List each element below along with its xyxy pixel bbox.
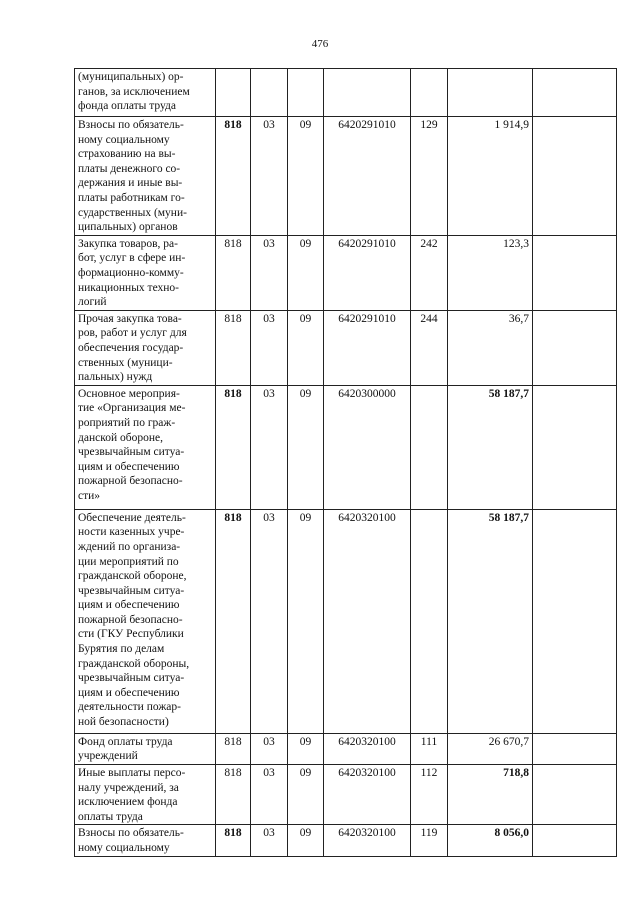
row-code: 818 <box>216 764 251 824</box>
row-type <box>411 509 448 733</box>
row-subsection: 09 <box>288 235 324 310</box>
row-sum: 58 187,7 <box>448 385 533 509</box>
row-type: 112 <box>411 764 448 824</box>
row-type: 119 <box>411 825 448 857</box>
table-row <box>75 310 617 385</box>
row-section: 03 <box>251 117 288 236</box>
row-code <box>216 69 251 117</box>
row-code: 818 <box>216 310 251 385</box>
row-type: 111 <box>411 733 448 764</box>
row-name: Иные выплаты персо- налу учреждений, за исключением фонда оплаты труда <box>75 764 216 824</box>
row-sum <box>448 69 533 117</box>
row-article: 6420320100 <box>324 733 411 764</box>
row-article: 6420291010 <box>324 117 411 236</box>
table-row <box>75 764 617 824</box>
table-row <box>75 117 617 236</box>
row-subsection: 09 <box>288 825 324 857</box>
row-subsection: 09 <box>288 310 324 385</box>
row-subsection: 09 <box>288 117 324 236</box>
row-code: 818 <box>216 235 251 310</box>
row-empty-cell <box>533 733 617 764</box>
row-article: 6420291010 <box>324 235 411 310</box>
row-code: 818 <box>216 509 251 733</box>
row-subsection: 09 <box>288 764 324 824</box>
row-type: 129 <box>411 117 448 236</box>
row-code: 818 <box>216 825 251 857</box>
row-code: 818 <box>216 385 251 509</box>
row-sum: 26 670,7 <box>448 733 533 764</box>
row-type: 242 <box>411 235 448 310</box>
table-row <box>75 733 617 764</box>
table-row <box>75 385 617 509</box>
table-row <box>75 825 617 857</box>
row-subsection: 09 <box>288 385 324 509</box>
row-sum: 58 187,7 <box>448 509 533 733</box>
row-empty-cell <box>533 509 617 733</box>
row-article: 6420320100 <box>324 825 411 857</box>
row-section <box>251 69 288 117</box>
budget-table <box>74 68 617 857</box>
row-empty-cell <box>533 235 617 310</box>
table-row <box>75 69 617 117</box>
row-article: 6420320100 <box>324 764 411 824</box>
row-empty-cell <box>533 117 617 236</box>
row-sum: 123,3 <box>448 235 533 310</box>
row-code: 818 <box>216 733 251 764</box>
row-article <box>324 69 411 117</box>
row-name: Фонд оплаты труда учреждений <box>75 733 216 764</box>
row-section: 03 <box>251 733 288 764</box>
table-row <box>75 509 617 733</box>
row-type <box>411 385 448 509</box>
row-sum: 8 056,0 <box>448 825 533 857</box>
row-name: Взносы по обязатель- ному социальному <box>75 825 216 857</box>
row-subsection: 09 <box>288 509 324 733</box>
row-section: 03 <box>251 310 288 385</box>
row-section: 03 <box>251 509 288 733</box>
row-code: 818 <box>216 117 251 236</box>
row-sum: 718,8 <box>448 764 533 824</box>
page-number: 476 <box>311 38 329 50</box>
row-subsection <box>288 69 324 117</box>
row-empty-cell <box>533 69 617 117</box>
row-name: Прочая закупка това- ров, работ и услуг для обеспечения государ- ственных (муници- пальных) нужд <box>75 310 216 385</box>
row-type: 244 <box>411 310 448 385</box>
row-name: Взносы по обязатель- ному социальному страхованию на вы- платы денежного со- держания и иные вы- платы работникам го- сударственных (муни- ципальных) органов <box>75 117 216 236</box>
row-subsection: 09 <box>288 733 324 764</box>
row-section: 03 <box>251 825 288 857</box>
row-article: 6420300000 <box>324 385 411 509</box>
row-sum: 1 914,9 <box>448 117 533 236</box>
row-name: Основное мероприя- тие «Организация ме- роприятий по граж- данской обороне, чрезвычайным ситуа- циям и обеспечению пожарной безопасно- сти» <box>75 385 216 509</box>
budget-table-body <box>75 69 617 857</box>
row-type <box>411 69 448 117</box>
row-empty-cell <box>533 825 617 857</box>
row-name: Обеспечение деятель- ности казенных учре- ждений по организа- ции мероприятий по гражданской обороне, чрезвычайным ситуа- циям и обеспечению пожарной безопасно- сти (ГКУ Республики Бурятия по делам гражданской обороны, чрезвычайным ситуа- циям и обеспечению деятельности пожар- ной безопасности) <box>75 509 216 733</box>
row-name: Закупка товаров, ра- бот, услуг в сфере ин- формационно-комму- никационных техно- логий <box>75 235 216 310</box>
row-section: 03 <box>251 385 288 509</box>
row-section: 03 <box>251 235 288 310</box>
row-article: 6420320100 <box>324 509 411 733</box>
row-empty-cell <box>533 764 617 824</box>
row-name: (муниципальных) ор- ганов, за исключением фонда оплаты труда <box>75 69 216 117</box>
row-article: 6420291010 <box>324 310 411 385</box>
row-empty-cell <box>533 310 617 385</box>
row-sum: 36,7 <box>448 310 533 385</box>
row-section: 03 <box>251 764 288 824</box>
table-row <box>75 235 617 310</box>
row-empty-cell <box>533 385 617 509</box>
